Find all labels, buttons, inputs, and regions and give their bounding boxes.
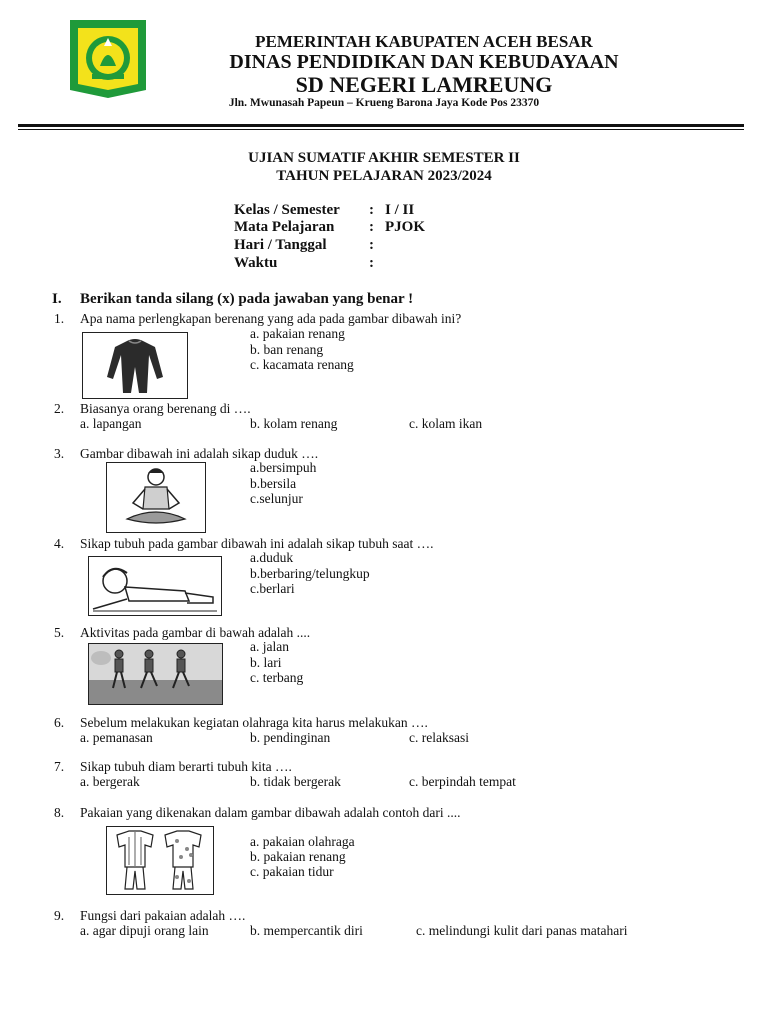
option-a[interactable]: a. jalan bbox=[250, 639, 289, 654]
option-b[interactable]: b. mempercantik diri bbox=[250, 923, 363, 938]
info-colon: : bbox=[369, 237, 374, 253]
info-label-waktu: Waktu bbox=[234, 255, 278, 271]
option-c[interactable]: c. kacamata renang bbox=[250, 357, 354, 372]
option-c[interactable]: c. melindungi kulit dari panas matahari bbox=[416, 923, 628, 938]
question-number: 4. bbox=[54, 536, 65, 551]
option-b[interactable]: b. ban renang bbox=[250, 342, 324, 357]
option-b[interactable]: b.berbaring/telungkup bbox=[250, 566, 370, 581]
option-a[interactable]: a. pakaian renang bbox=[250, 326, 345, 341]
question-number: 2. bbox=[54, 401, 65, 416]
option-c[interactable]: c. relaksasi bbox=[409, 730, 469, 745]
question-number: 1. bbox=[54, 311, 65, 326]
option-b[interactable]: b. pakaian renang bbox=[250, 849, 346, 864]
option-c[interactable]: c. terbang bbox=[250, 670, 304, 685]
option-b[interactable]: b. pendinginan bbox=[250, 730, 331, 745]
info-label-mapel: Mata Pelajaran bbox=[234, 219, 335, 235]
sitting-child-picture bbox=[106, 462, 206, 533]
running-children-picture bbox=[88, 643, 223, 705]
info-value-mapel: PJOK bbox=[385, 219, 425, 235]
letterhead-rule-thick bbox=[18, 124, 744, 127]
option-a[interactable]: a. agar dipuji orang lain bbox=[80, 923, 209, 938]
info-label-hari: Hari / Tanggal bbox=[234, 237, 327, 253]
question-number: 8. bbox=[54, 805, 65, 820]
government-name: PEMERINTAH KABUPATEN ACEH BESAR bbox=[255, 32, 593, 51]
option-a[interactable]: a. bergerak bbox=[80, 774, 140, 789]
info-colon: : bbox=[369, 202, 374, 218]
question-text: Aktivitas pada gambar di bawah adalah .... bbox=[80, 625, 311, 640]
question-number: 3. bbox=[54, 446, 65, 461]
option-c[interactable]: c. kolam ikan bbox=[409, 416, 483, 431]
section-number: I. bbox=[52, 291, 62, 307]
info-colon: : bbox=[369, 255, 374, 271]
question-text: Sikap tubuh diam berarti tubuh kita …. bbox=[80, 759, 292, 774]
option-a[interactable]: a. pakaian olahraga bbox=[250, 834, 355, 849]
option-a[interactable]: a.bersimpuh bbox=[250, 460, 317, 475]
question-text: Sebelum melakukan kegiatan olahraga kita harus melakukan …. bbox=[80, 715, 428, 730]
school-address: Jln. Mwunasah Papeun – Krueng Barona Jaya Kode Pos 23370 bbox=[228, 97, 540, 109]
question-number: 5. bbox=[54, 625, 65, 640]
question-text: Sikap tubuh pada gambar dibawah ini adalah sikap tubuh saat …. bbox=[80, 536, 434, 551]
exam-year: TAHUN PELAJARAN 2023/2024 bbox=[276, 168, 492, 184]
option-b[interactable]: b. tidak bergerak bbox=[250, 774, 341, 789]
section-instruction: Berikan tanda silang (x) pada jawaban yang benar ! bbox=[80, 291, 414, 307]
option-c[interactable]: c. pakaian tidur bbox=[250, 864, 334, 879]
pajamas-picture bbox=[106, 826, 214, 895]
question-text: Fungsi dari pakaian adalah …. bbox=[80, 908, 246, 923]
option-a[interactable]: a.duduk bbox=[250, 550, 294, 565]
question-number: 6. bbox=[54, 715, 65, 730]
exam-title: UJIAN SUMATIF AKHIR SEMESTER II bbox=[248, 150, 520, 166]
question-text: Pakaian yang dikenakan dalam gambar dibawah adalah contoh dari .... bbox=[80, 805, 461, 820]
option-c[interactable]: c.berlari bbox=[250, 581, 295, 596]
option-c[interactable]: c.selunjur bbox=[250, 491, 303, 506]
question-text: Biasanya orang berenang di …. bbox=[80, 401, 251, 416]
letterhead-rule-thin bbox=[18, 129, 744, 130]
option-a[interactable]: a. lapangan bbox=[80, 416, 142, 431]
info-label-kelas: Kelas / Semester bbox=[234, 202, 340, 218]
option-b[interactable]: b. lari bbox=[250, 655, 282, 670]
info-value-kelas: I / II bbox=[385, 202, 415, 218]
lying-child-picture bbox=[88, 556, 222, 616]
question-text: Apa nama perlengkapan berenang yang ada pada gambar dibawah ini? bbox=[80, 311, 462, 326]
option-c[interactable]: c. berpindah tempat bbox=[409, 774, 516, 789]
question-number: 9. bbox=[54, 908, 65, 923]
swimsuit-picture bbox=[82, 332, 188, 399]
question-number: 7. bbox=[54, 759, 65, 774]
school-name: SD NEGERI LAMREUNG bbox=[295, 72, 553, 97]
question-text: Gambar dibawah ini adalah sikap duduk …. bbox=[80, 446, 319, 461]
option-a[interactable]: a. pemanasan bbox=[80, 730, 153, 745]
info-colon: : bbox=[369, 219, 374, 235]
option-b[interactable]: b. kolam renang bbox=[250, 416, 338, 431]
option-b[interactable]: b.bersila bbox=[250, 476, 297, 491]
department-name: DINAS PENDIDIKAN DAN KEBUDAYAAN bbox=[229, 51, 619, 73]
